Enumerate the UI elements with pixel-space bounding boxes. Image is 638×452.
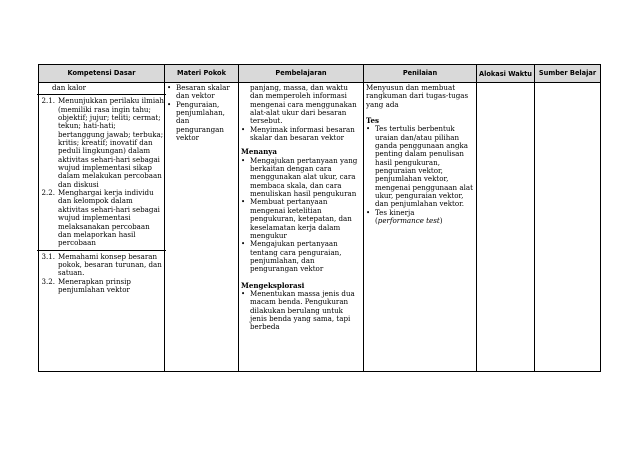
kd-number: 3.1. bbox=[41, 251, 55, 261]
bullet-icon: • bbox=[167, 84, 172, 92]
pembelajaran-intro-list bbox=[241, 126, 361, 143]
header-sumber-belajar: Sumber Belajar bbox=[535, 65, 601, 83]
kd-item bbox=[39, 97, 164, 189]
bullet-icon: • bbox=[241, 240, 246, 249]
bullet-icon: • bbox=[167, 100, 172, 109]
tes-heading: Tes bbox=[366, 116, 379, 126]
menanya-item: Mengajukan pertanyaan tentang cara penguraian, penjumlahan, dan pengurangan vektor bbox=[250, 239, 342, 274]
menanya-item: Mengajukan pertanyaan yang berkaitan dengan cara menggunakan alat ukur, cara membaca skala, dan cara menuliskan hasil pengukuran bbox=[250, 155, 358, 199]
list-item bbox=[241, 240, 361, 273]
syllabus-table bbox=[38, 64, 601, 372]
kd-item bbox=[39, 278, 164, 295]
kd-number: 2.2. bbox=[41, 188, 55, 198]
kd-divider bbox=[37, 94, 166, 95]
tes-list bbox=[366, 125, 474, 225]
tes-kinerja-label: Tes kinerja bbox=[375, 207, 415, 217]
header-alokasi-waktu: Alokasi Waktu bbox=[477, 65, 535, 83]
pembelajaran-continuation: panjang, massa, dan waktu dan memperoleh informasi mengenai cara menggunakan alat-alat ukur dari besaran tersebut. bbox=[250, 83, 357, 126]
materi-list bbox=[167, 84, 236, 142]
menanya-list bbox=[241, 157, 361, 274]
header-row bbox=[39, 65, 601, 83]
materi-cell bbox=[165, 83, 239, 372]
header-materi-pokok: Materi Pokok bbox=[165, 65, 239, 83]
kd-list-a bbox=[39, 97, 164, 247]
table-row bbox=[39, 83, 601, 372]
eksplorasi-item: Menentukan massa jenis dua macam benda. Pengukuran dilakukan berulang untuk jenis benda yang sama, tapi berbeda bbox=[250, 288, 355, 332]
bullet-icon: • bbox=[241, 156, 246, 165]
kd-cell bbox=[39, 83, 165, 372]
header-penilaian: Penilaian bbox=[364, 65, 477, 83]
bullet-icon: • bbox=[241, 289, 246, 298]
header-kompetensi-dasar: Kompetensi Dasar bbox=[39, 65, 165, 83]
kd-list-b bbox=[39, 253, 164, 295]
list-item bbox=[241, 290, 361, 332]
list-item bbox=[241, 198, 361, 240]
menanya-heading: Menanya bbox=[241, 147, 277, 157]
kd-divider bbox=[37, 250, 166, 251]
penilaian-cell bbox=[364, 83, 477, 372]
kd-text: Memahami konsep besaran pokok, besaran turunan, dan satuan. bbox=[58, 251, 162, 278]
list-item bbox=[241, 157, 361, 199]
eksplorasi-heading: Mengeksplorasi bbox=[241, 280, 305, 290]
list-item bbox=[366, 125, 474, 208]
list-item bbox=[366, 209, 474, 226]
sumber-cell bbox=[535, 83, 601, 372]
bullet-icon: • bbox=[241, 198, 246, 207]
eksplorasi-list bbox=[241, 290, 361, 332]
materi-item: Penguraian, penjumlahan, dan pengurangan vektor bbox=[176, 99, 225, 143]
list-item bbox=[167, 84, 236, 101]
penilaian-intro: Menyusun dan membuat rangkuman dari tugas-tugas yang ada bbox=[366, 83, 469, 109]
tes-kinerja-italic: performance test bbox=[377, 216, 440, 226]
kd-text: Menunjukkan perilaku ilmiah (memiliki rasa ingin tahu; objektif; jujur; teliti; cermat; tekun; hati-hati; bertanggung jawab; terbuka; kritis; kreatif; inovatif dan peduli lingkungan) dalam aktivitas sehari-hari sebagai wujud implementasi sikap dalam melakukan percobaan dan diskusi bbox=[58, 96, 164, 189]
list-item bbox=[241, 126, 361, 143]
header-pembelajaran: Pembelajaran bbox=[239, 65, 364, 83]
pembelajaran-cell bbox=[239, 83, 364, 372]
bullet-icon: • bbox=[366, 125, 371, 134]
kd-item bbox=[39, 189, 164, 247]
materi-item: Besaran skalar dan vektor bbox=[176, 83, 230, 101]
tes-item: Tes tertulis berbentuk uraian dan/atau pilihan ganda penggunaan angka penting dalam penulisan hasil pengukuran, penguraian vektor, penjumlahan vektor, mengenai penggunaan alat ukur, penguraian vektor, dan penjumlahan vektor. bbox=[375, 124, 473, 209]
kd-number: 3.2. bbox=[41, 276, 55, 286]
pembelajaran-item: Menyimak informasi besaran skalar dan besaran vektor bbox=[250, 124, 355, 143]
bullet-icon: • bbox=[366, 208, 371, 217]
kd-text: Menerapkan prinsip penjumlahan vektor bbox=[58, 276, 131, 294]
kd-continuation: dan kalor bbox=[52, 83, 87, 92]
list-item bbox=[167, 101, 236, 143]
kd-number: 2.1. bbox=[41, 96, 55, 106]
kd-text: Menghargai kerja individu dan kelompok dalam aktivitas sehari-hari sebagai wujud implementasi melaksanakan percobaan dan melaporkan hasil percobaan bbox=[58, 188, 160, 248]
tes-item: Tes kinerja (performance test) bbox=[375, 207, 443, 226]
kd-item bbox=[39, 253, 164, 278]
menanya-item: Membuat pertanyaan mengenai ketelitian pengukuran, ketepatan, dan keselamatan kerja dalam mengukur bbox=[250, 197, 352, 240]
bullet-icon: • bbox=[241, 125, 246, 134]
alokasi-cell bbox=[477, 83, 535, 372]
